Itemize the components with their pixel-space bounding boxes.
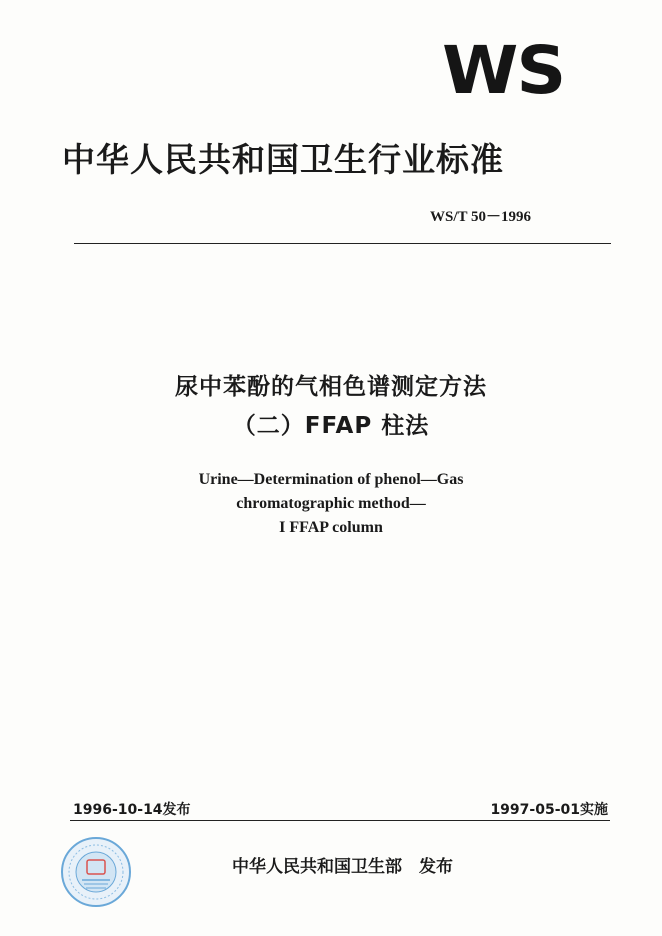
implementation-date: 1997-05-01实施 bbox=[490, 802, 608, 818]
chinese-title-line-1: 尿中苯酚的气相色谱测定方法 bbox=[175, 374, 487, 400]
header-divider bbox=[74, 243, 611, 244]
organization-title: 中华人民共和国卫生行业标准 bbox=[62, 140, 504, 179]
chinese-title-line-2: （二）FFAP 柱法 bbox=[232, 413, 430, 439]
english-title-line-1: Urine—Determination of phenol—Gas bbox=[198, 471, 464, 488]
english-title-line-3: I FFAP column bbox=[279, 519, 383, 536]
standard-number: WS/T 50－1996 bbox=[430, 209, 531, 225]
ws-logo: WS bbox=[442, 32, 565, 109]
publisher: 中华人民共和国卫生部 发布 bbox=[232, 857, 453, 877]
footer-divider bbox=[70, 820, 610, 821]
issue-date: 1996-10-14发布 bbox=[73, 802, 191, 818]
english-title-line-2: chromatographic method— bbox=[236, 495, 426, 512]
certification-seal-icon bbox=[60, 836, 132, 908]
